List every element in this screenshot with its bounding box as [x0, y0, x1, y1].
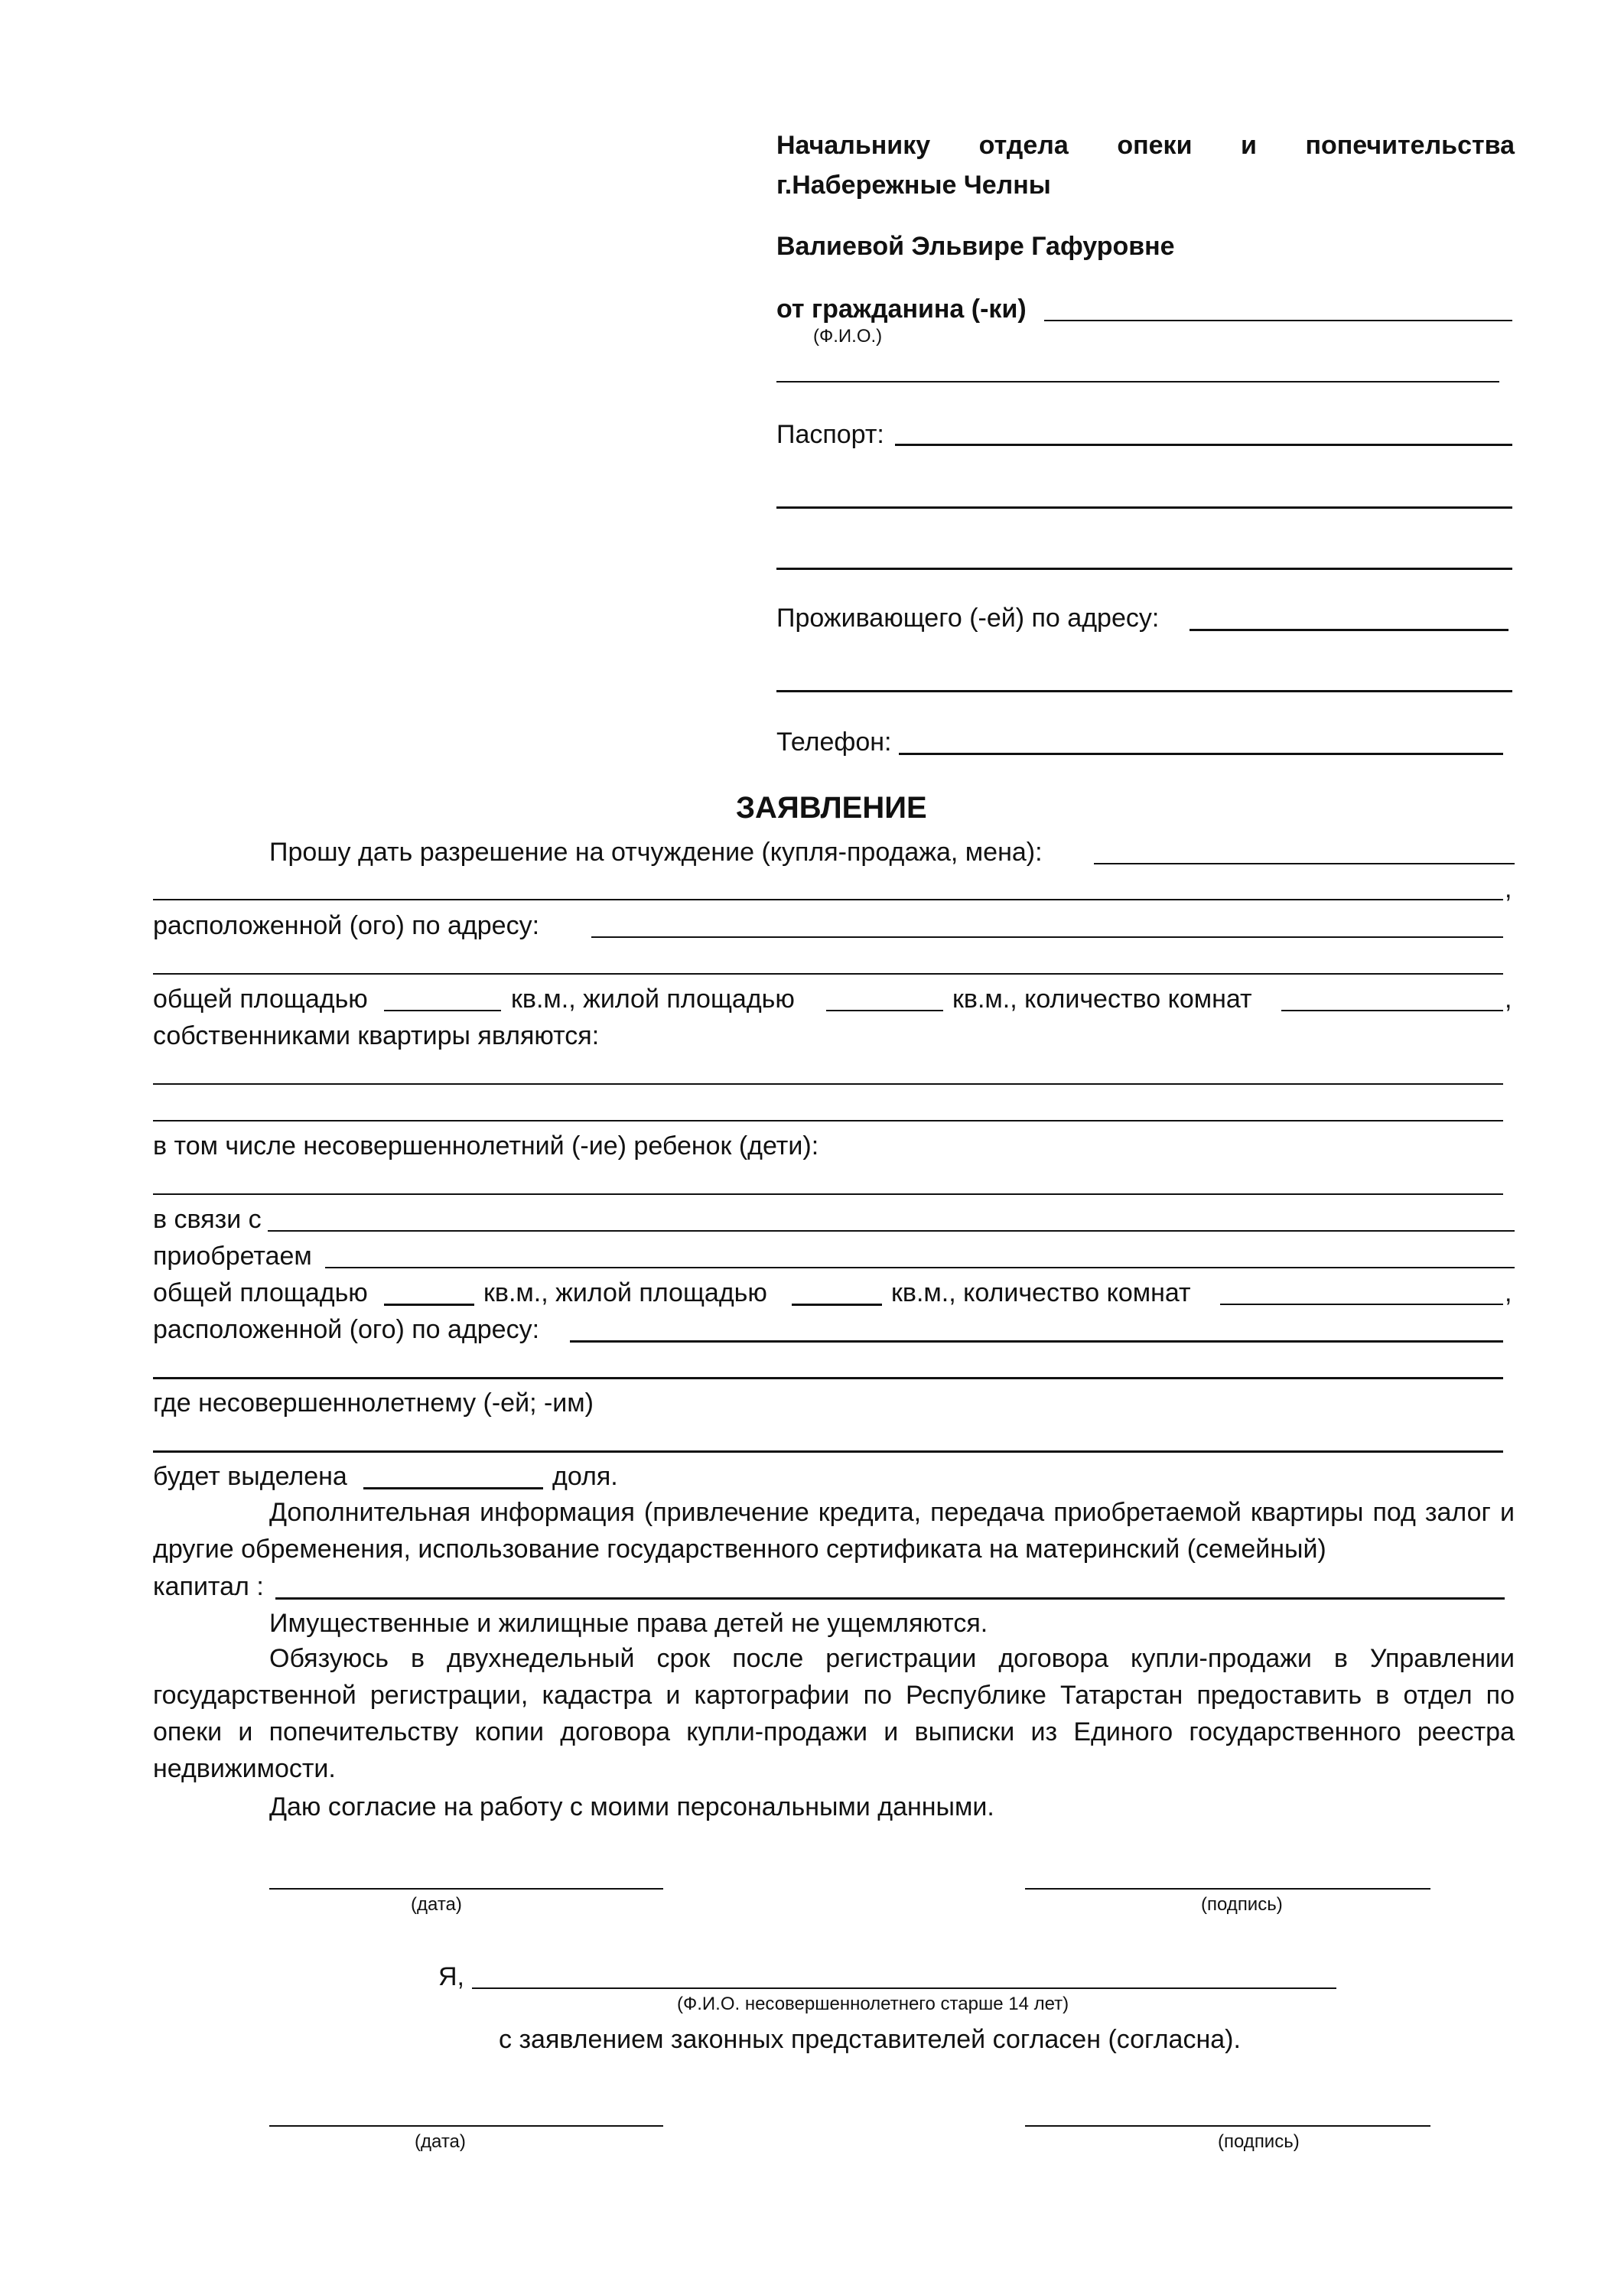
date-hint: (дата) — [411, 1894, 462, 1915]
signature-hint: (подпись) — [1201, 1894, 1283, 1915]
addressee-name: Валиевой Эльвире Гафуровне — [776, 232, 1175, 261]
date-hint-2: (дата) — [415, 2131, 466, 2152]
passport-field[interactable] — [895, 444, 1512, 446]
minor-fio-field[interactable] — [472, 1987, 1336, 1989]
minor-children-field[interactable] — [153, 1193, 1503, 1195]
capital-label: капитал : — [153, 1572, 264, 1601]
in-connection-label: в связи с — [153, 1205, 262, 1234]
from-citizen-label: от гражданина (-ки) — [776, 295, 1027, 324]
signature-field-2[interactable] — [1025, 2125, 1430, 2127]
total-area-field[interactable] — [384, 1010, 501, 1011]
total-area-label-2: общей площадью — [153, 1278, 368, 1307]
total-area-label: общей площадью — [153, 985, 368, 1014]
additional-info-paragraph: Дополнительная информация (привлечение кредита, передача приобретаемой квартиры под залог и другие обременения, использование государственного сертификата на материнский (семейный) — [153, 1498, 1515, 1564]
addressee-city: г.Набережные Челны — [776, 171, 1051, 200]
living-area-label: кв.м., жилой площадью — [511, 985, 795, 1014]
located-field-2-line2[interactable] — [153, 1377, 1503, 1379]
document-title: ЗАЯВЛЕНИЕ — [736, 791, 927, 825]
request-text: Прошу дать разрешение на отчуждение (купля-продажа, мена): — [269, 838, 1043, 867]
share-field[interactable] — [363, 1487, 543, 1489]
request-field[interactable] — [1094, 863, 1515, 864]
signature-field[interactable] — [1025, 1888, 1430, 1890]
rooms-label: кв.м., количество комнат — [952, 985, 1252, 1014]
address-label: Проживающего (-ей) по адресу: — [776, 604, 1160, 633]
located-field-line2[interactable] — [153, 973, 1503, 975]
rooms-comma: , — [1505, 985, 1512, 1014]
owners-label: собственниками квартиры являются: — [153, 1021, 600, 1050]
passport-label: Паспорт: — [776, 420, 884, 449]
where-minor-label: где несовершеннолетнему (-ей; -им) — [153, 1388, 594, 1418]
rooms-comma-2: , — [1505, 1278, 1512, 1307]
fio-hint: (Ф.И.О.) — [813, 326, 883, 347]
from-citizen-field-line2[interactable] — [776, 381, 1499, 382]
located-field-2[interactable] — [570, 1340, 1503, 1343]
address-field[interactable] — [1190, 629, 1508, 631]
capital-field[interactable] — [275, 1597, 1505, 1600]
from-citizen-field[interactable] — [1044, 320, 1512, 321]
rooms-label-2: кв.м., количество комнат — [891, 1278, 1191, 1307]
living-area-label-2: кв.м., жилой площадью — [483, 1278, 767, 1307]
owners-field-line1[interactable] — [153, 1083, 1503, 1085]
share-suffix: доля. — [552, 1462, 618, 1491]
addressee-line1: Начальнику отдела опеки и попечительства — [776, 131, 1515, 160]
total-area-field-2[interactable] — [384, 1304, 474, 1306]
address-field-line2[interactable] — [776, 690, 1512, 692]
minor-children-label: в том числе несовершеннолетний (-ие) ребенок (дети): — [153, 1131, 819, 1161]
located-label: расположенной (ого) по адресу: — [153, 911, 540, 940]
request-comma: , — [1505, 874, 1512, 903]
share-label: будет выделена — [153, 1462, 347, 1491]
consent-statement: Даю согласие на работу с моими персональными данными. — [269, 1792, 994, 1821]
acquire-label: приобретаем — [153, 1242, 312, 1271]
acquire-field[interactable] — [325, 1267, 1515, 1268]
request-field-line2[interactable] — [153, 899, 1503, 900]
in-connection-field[interactable] — [268, 1230, 1515, 1232]
phone-label: Телефон: — [776, 728, 892, 757]
where-minor-field[interactable] — [153, 1450, 1503, 1453]
minor-i-label: Я, — [438, 1962, 464, 1991]
living-area-field-2[interactable] — [792, 1304, 882, 1306]
rooms-field[interactable] — [1281, 1010, 1503, 1011]
rooms-field-2[interactable] — [1220, 1304, 1503, 1305]
date-field-2[interactable] — [269, 2125, 663, 2127]
signature-hint-2: (подпись) — [1218, 2131, 1300, 2152]
living-area-field[interactable] — [826, 1010, 943, 1011]
rights-statement: Имущественные и жилищные права детей не ущемляются. — [269, 1609, 988, 1638]
obligation-paragraph: Обязуюсь в двухнедельный срок после регистрации договора купли-продажи в Управлении государственной регистрации, кадастра и картографии по Республике Татарстан предоставить в отдел по опеки и попечительству копии договора купли-продажи и выписки из Единого государственного реестра недвижимости. — [153, 1644, 1515, 1783]
passport-field-line3[interactable] — [776, 568, 1512, 570]
passport-field-line2[interactable] — [776, 506, 1512, 509]
located-field[interactable] — [591, 936, 1503, 938]
minor-agree-text: с заявлением законных представителей согласен (согласна). — [499, 2025, 1241, 2054]
owners-field-line2[interactable] — [153, 1120, 1503, 1121]
located-label-2: расположенной (ого) по адресу: — [153, 1315, 540, 1344]
date-field[interactable] — [269, 1888, 663, 1890]
minor-fio-hint: (Ф.И.О. несовершеннолетнего старше 14 лет) — [677, 1994, 1069, 2014]
phone-field[interactable] — [899, 753, 1503, 755]
